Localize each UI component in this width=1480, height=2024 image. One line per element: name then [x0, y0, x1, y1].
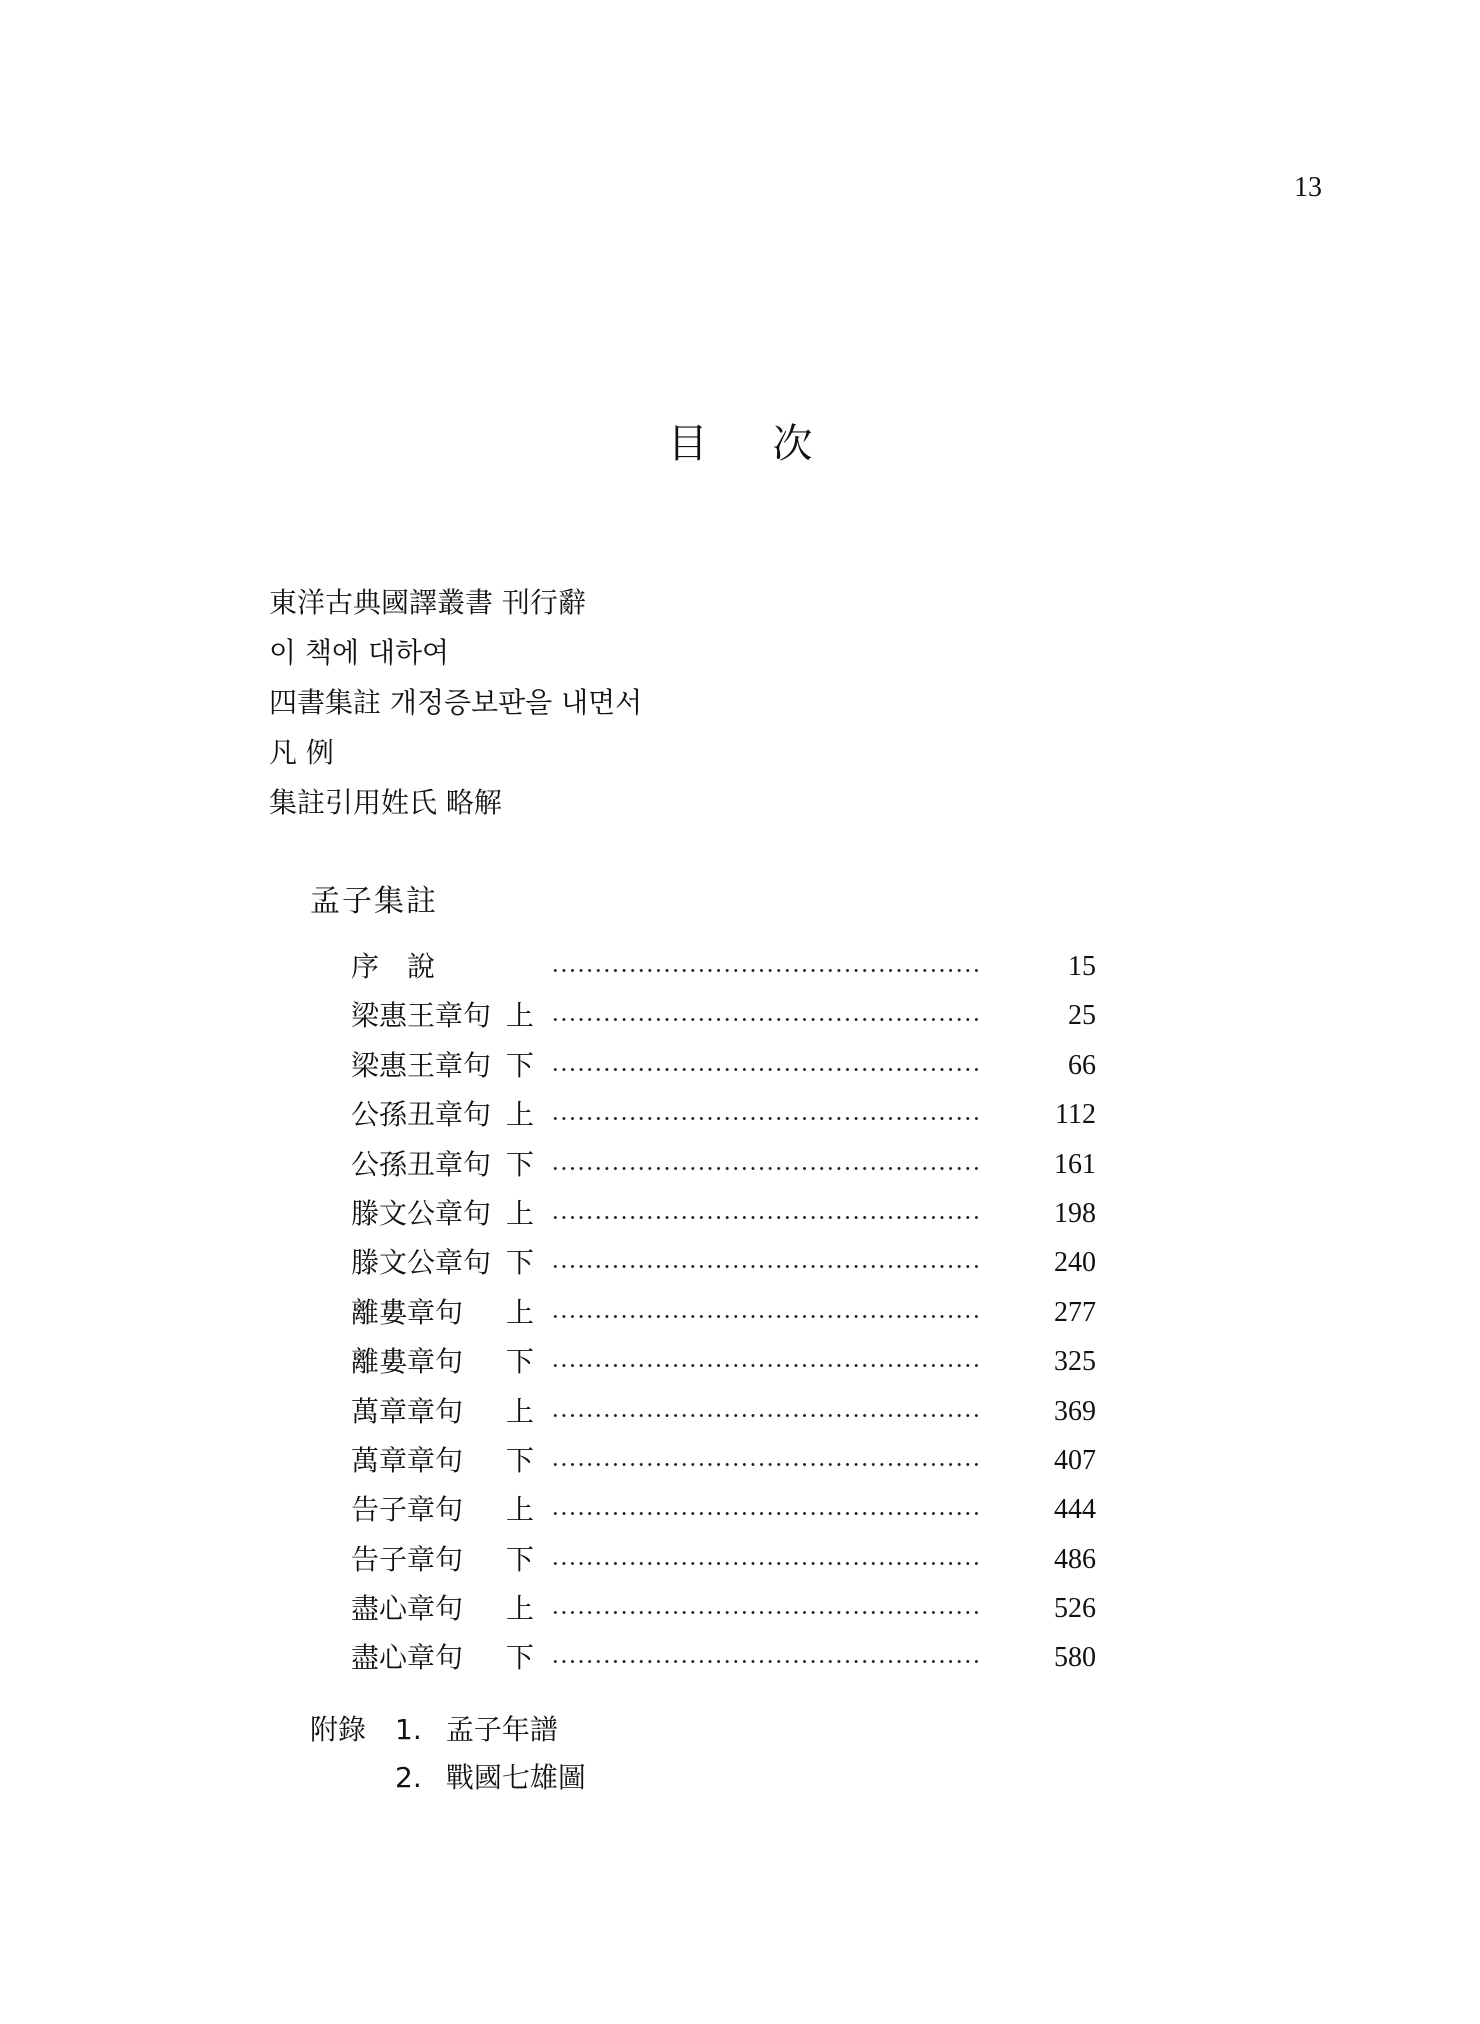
- toc-title: 滕文公章句: [351, 1196, 492, 1230]
- front-matter-item: 凡 例: [269, 736, 334, 769]
- toc-dot-leader: [551, 1018, 978, 1021]
- toc-page-number: 240: [1054, 1247, 1096, 1279]
- toc-row: [351, 1189, 1096, 1238]
- appendix-item-text: 戰國七雄圖: [445, 1761, 586, 1794]
- toc-volume: 上: [506, 999, 535, 1033]
- toc-dot-leader: [551, 1562, 978, 1565]
- toc-row: [351, 1238, 1096, 1287]
- appendix-item: [395, 1706, 586, 1754]
- toc-dot-leader: [551, 1167, 978, 1170]
- toc-dot-leader: [551, 1117, 978, 1120]
- toc-volume: 下: [506, 1048, 535, 1082]
- toc-row: [351, 1436, 1096, 1485]
- toc-page-number: 369: [1054, 1395, 1096, 1427]
- toc-volume: 下: [506, 1246, 535, 1280]
- toc-title: 離婁章句: [351, 1295, 464, 1329]
- front-matter-item: 四書集註 개정증보판을 내면서: [269, 686, 643, 719]
- section-heading: 孟子集註: [310, 884, 438, 919]
- toc-list: [351, 942, 1096, 1683]
- toc-row: [351, 1337, 1096, 1386]
- toc-volume: 下: [506, 1345, 535, 1379]
- front-matter-item: 이 책에 대하여: [269, 636, 450, 669]
- toc-page-number: 66: [1068, 1049, 1096, 1081]
- toc-dot-leader: [551, 1364, 978, 1367]
- toc-dot-leader: [551, 1611, 978, 1614]
- page-title: 目 次: [667, 421, 839, 467]
- toc-page-number: 198: [1054, 1197, 1096, 1229]
- toc-dot-leader: [551, 1463, 978, 1466]
- appendix-list: [395, 1706, 586, 1802]
- front-matter-list: [269, 578, 642, 828]
- toc-volume: 下: [506, 1147, 535, 1181]
- toc-row: [351, 942, 1096, 991]
- toc-page-number: 25: [1068, 1000, 1096, 1032]
- toc-page-number: 526: [1054, 1593, 1096, 1625]
- toc-dot-leader: [551, 1414, 978, 1417]
- toc-page-number: 325: [1054, 1346, 1096, 1378]
- toc-title: 序 說: [351, 950, 436, 983]
- toc-page-number: 277: [1054, 1296, 1096, 1328]
- toc-page-number: 15: [1068, 951, 1096, 982]
- toc-dot-leader: [551, 1265, 978, 1268]
- toc-volume: 上: [506, 1295, 535, 1329]
- toc-volume: 上: [506, 1493, 535, 1527]
- toc-title: 公孫丑章句: [351, 1147, 492, 1181]
- toc-dot-leader: [551, 1660, 978, 1663]
- toc-row: [351, 1041, 1096, 1090]
- toc-row: [351, 1387, 1096, 1436]
- toc-row: [351, 1090, 1096, 1139]
- front-matter-item: 東洋古典國譯叢書 刊行辭: [269, 586, 586, 619]
- page-number: 13: [1294, 172, 1322, 203]
- toc-page-number: 161: [1054, 1148, 1096, 1180]
- toc-page-number: 580: [1054, 1642, 1096, 1674]
- appendix-item-number: 2.: [395, 1761, 422, 1794]
- toc-volume: 上: [506, 1196, 535, 1230]
- appendix-item-text: 孟子年譜: [445, 1713, 558, 1746]
- appendix-label: 附錄: [310, 1713, 367, 1746]
- toc-row: [351, 1140, 1096, 1189]
- toc-page-number: 486: [1054, 1543, 1096, 1575]
- toc-row: [351, 1288, 1096, 1337]
- toc-volume: 上: [506, 1592, 535, 1626]
- toc-dot-leader: [551, 1315, 978, 1318]
- toc-dot-leader: [551, 1512, 978, 1515]
- toc-volume: 下: [506, 1542, 535, 1576]
- appendix-item-number: 1.: [395, 1713, 422, 1746]
- toc-volume: 上: [506, 1098, 535, 1132]
- toc-title: 萬章章句: [351, 1394, 464, 1428]
- toc-volume: 上: [506, 1394, 535, 1428]
- toc-page-number: 444: [1054, 1494, 1096, 1526]
- toc-dot-leader: [551, 1068, 978, 1071]
- toc-row: [351, 1535, 1096, 1584]
- toc-title: 告子章句: [351, 1542, 464, 1576]
- toc-title: 盡心章句: [351, 1641, 464, 1675]
- toc-dot-leader: [551, 969, 978, 972]
- toc-title: 滕文公章句: [351, 1246, 492, 1280]
- toc-row: [351, 991, 1096, 1040]
- toc-title: 梁惠王章句: [351, 1048, 492, 1082]
- toc-volume: 下: [506, 1641, 535, 1675]
- toc-title: 盡心章句: [351, 1592, 464, 1626]
- toc-page-number: 407: [1054, 1444, 1096, 1476]
- toc-title: 萬章章句: [351, 1443, 464, 1477]
- front-matter-item: 集註引用姓氏 略解: [269, 786, 502, 819]
- toc-title: 離婁章句: [351, 1345, 464, 1379]
- toc-title: 公孫丑章句: [351, 1098, 492, 1132]
- toc-title: 告子章句: [351, 1493, 464, 1527]
- toc-volume: 下: [506, 1443, 535, 1477]
- toc-page-number: 112: [1055, 1099, 1096, 1131]
- toc-row: [351, 1584, 1096, 1633]
- toc-title: 梁惠王章句: [351, 999, 492, 1033]
- toc-dot-leader: [551, 1216, 978, 1219]
- appendix-item: [395, 1754, 586, 1802]
- toc-row: [351, 1485, 1096, 1534]
- toc-row: [351, 1633, 1096, 1682]
